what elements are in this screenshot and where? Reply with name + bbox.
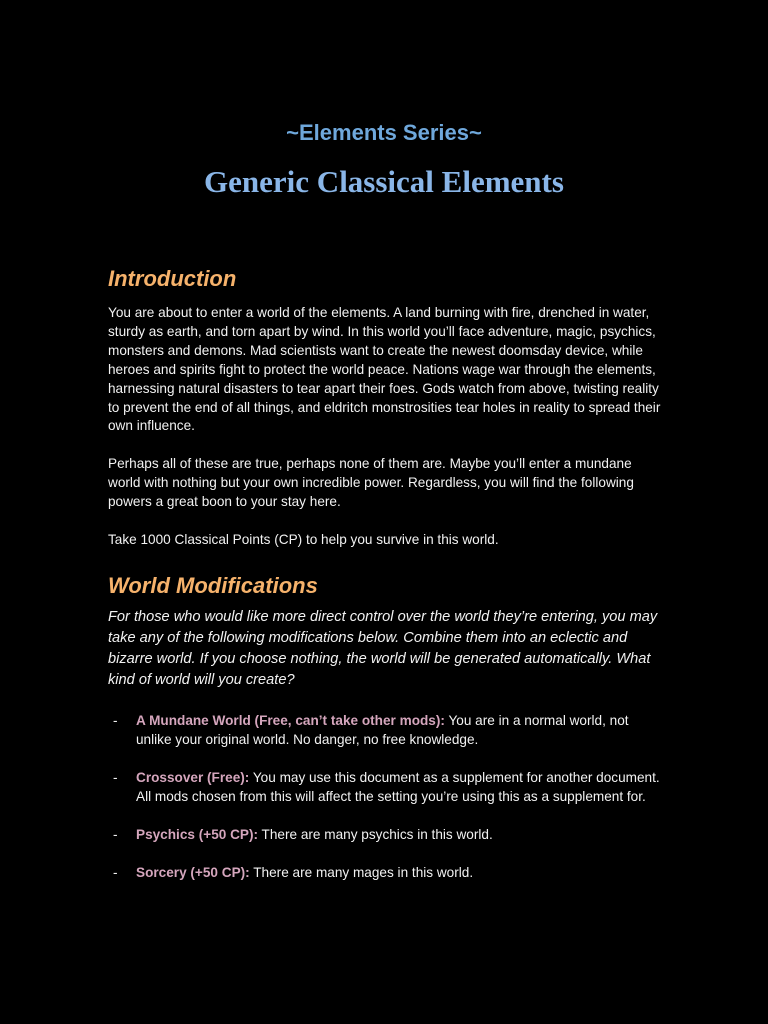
mod-name: Sorcery (+50 CP): xyxy=(136,864,250,880)
mod-description: There are many psychics in this world. xyxy=(258,826,493,842)
bullet-dash: - xyxy=(113,712,118,728)
mod-name: A Mundane World (Free, can’t take other mods): xyxy=(136,712,445,728)
document-body xyxy=(108,263,664,901)
bullet-dash: - xyxy=(113,769,118,785)
bullet-dash: - xyxy=(113,864,118,880)
introduction-section xyxy=(108,263,664,550)
mod-name: Crossover (Free): xyxy=(136,769,250,785)
list-item xyxy=(108,711,664,749)
introduction-paragraph: Perhaps all of these are true, perhaps none of them are. Maybe you’ll enter a mundane world with nothing but your own incredible power. Regardless, you will find the following powers a great boon to your stay here. xyxy=(108,456,634,510)
mod-description: There are many mages in this world. xyxy=(249,864,474,880)
bullet-dash: - xyxy=(113,826,118,842)
mod-description: You are in a normal world, not unlike your original world. No danger, no free knowledge. xyxy=(136,712,629,747)
mod-description: You may use this document as a supplement for another document. All mods chosen from this will affect the setting you’re using this as a supplement for. xyxy=(136,769,660,804)
document-title: Generic Classical Elements xyxy=(204,164,564,199)
list-item xyxy=(108,825,664,844)
world-modifications-list xyxy=(108,711,664,882)
introduction-paragraph: You are about to enter a world of the elements. A land burning with fire, drenched in water, sturdy as earth, and torn apart by wind. In this world you’ll face adventure, magic, psychics, monsters and demons. Mad scientists want to create the newest doomsday device, while heroes and spirits fight to protect the world peace. Nations wage war through the elements, harnessing natural disasters to tear apart their foes. Gods watch from above, twisting reality to prevent the end of all things, and eldritch monstrosities tear holes in reality to spread their own influence. xyxy=(108,305,661,434)
list-item xyxy=(108,863,664,882)
mod-name: Psychics (+50 CP): xyxy=(136,826,259,842)
introduction-heading: Introduction xyxy=(108,266,237,291)
world-modifications-heading: World Modifications xyxy=(108,572,318,598)
world-modifications-intro: For those who would like more direct control over the world they’re entering, you may take any of the following modifications below. Combine them into an eclectic and bizarre world. If you choose nothing, the world will be generated automatically. What kind of world will you create? xyxy=(108,608,658,688)
world-modifications-section xyxy=(108,570,664,882)
list-item xyxy=(108,768,664,806)
starting-points-paragraph: Take 1000 Classical Points (CP) to help you survive in this world. xyxy=(108,532,499,548)
series-label: ~Elements Series~ xyxy=(286,120,482,145)
